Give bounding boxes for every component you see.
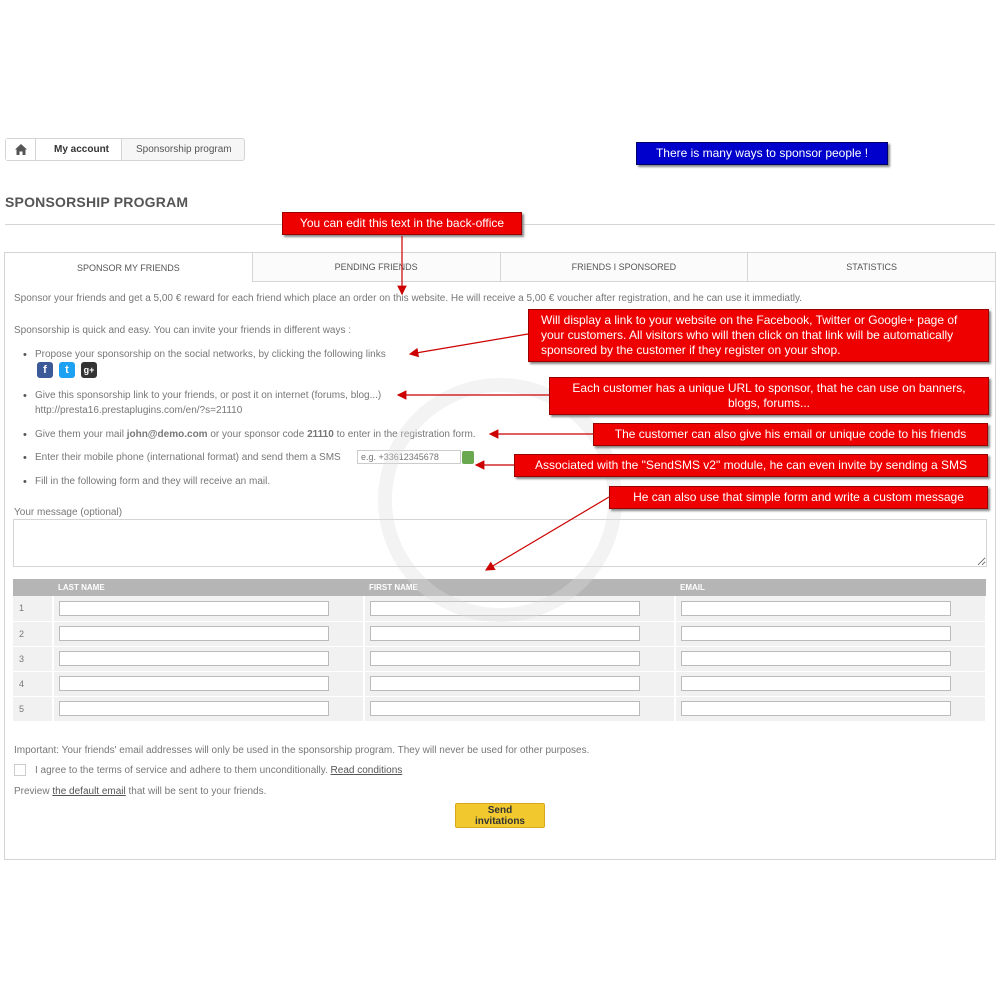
bullet-form: • Fill in the following form and they will receive an mail.	[35, 476, 270, 487]
message-textarea[interactable]	[13, 519, 987, 567]
last-name-input[interactable]	[59, 676, 329, 691]
table-header-last-name: LAST NAME	[53, 579, 364, 596]
mail-suffix: to enter in the registration form.	[336, 429, 476, 440]
tab-pending-friends[interactable]: PENDING FRIENDS	[252, 253, 500, 282]
read-conditions-link[interactable]: Read conditions	[330, 765, 403, 776]
sponsor-url[interactable]: http://presta16.prestaplugins.com/en/?s=21110	[35, 405, 243, 416]
mail-middle: or your sponsor code	[210, 429, 305, 440]
agree-row	[35, 765, 402, 776]
breadcrumb-my-account[interactable]: My account	[36, 139, 122, 160]
agree-checkbox[interactable]	[14, 764, 26, 776]
tab-statistics[interactable]: STATISTICS	[747, 253, 995, 282]
first-name-input[interactable]	[370, 676, 640, 691]
message-label: Your message (optional)	[14, 507, 123, 518]
ways-intro-text: Sponsorship is quick and easy. You can invite your friends in different ways :	[14, 325, 352, 336]
callout-ways: There is many ways to sponsor people !	[636, 142, 888, 165]
page-title: SPONSORSHIP PROGRAM	[5, 194, 995, 225]
bullet-link: • Give this sponsorship link to your friends, or post it on internet (forums, blog...)	[35, 390, 381, 401]
email-input[interactable]	[681, 651, 951, 666]
row-number: 4	[13, 671, 53, 696]
sms-phone-input[interactable]	[357, 450, 461, 464]
tab-sponsor-my-friends[interactable]: SPONSOR MY FRIENDS	[5, 253, 252, 282]
last-name-input[interactable]	[59, 626, 329, 641]
first-name-input[interactable]	[370, 651, 640, 666]
row-number: 3	[13, 646, 53, 671]
callout-sms: Associated with the "SendSMS v2" module, he can even invite by sending a SMS	[514, 454, 988, 477]
important-note: Important: Your friends' email addresses will only be used in the sponsorship program. They will never be used for other purposes.	[14, 745, 590, 756]
preview-suffix: that will be sent to your friends.	[128, 786, 267, 797]
preview-row	[14, 786, 266, 797]
bullet-mail	[35, 429, 476, 440]
table-row	[13, 696, 986, 721]
last-name-input[interactable]	[59, 651, 329, 666]
mail-prefix: Give them your mail	[35, 429, 124, 440]
breadcrumb	[5, 138, 245, 161]
row-number: 1	[13, 596, 53, 621]
first-name-input[interactable]	[370, 701, 640, 716]
breadcrumb-current: Sponsorship program	[136, 144, 232, 155]
table-header-email: EMAIL	[675, 579, 986, 596]
sms-send-icon[interactable]	[462, 451, 474, 464]
email-input[interactable]	[681, 676, 951, 691]
google-plus-icon[interactable]: g+	[81, 362, 97, 378]
last-name-input[interactable]	[59, 701, 329, 716]
email-input[interactable]	[681, 626, 951, 641]
facebook-icon[interactable]: f	[37, 362, 53, 378]
twitter-icon[interactable]: t	[59, 362, 75, 378]
callout-url: Each customer has a unique URL to sponsor, that he can use on banners, blogs, forums...	[549, 377, 989, 415]
send-invitations-button[interactable]: Send invitations	[455, 803, 545, 828]
preview-prefix: Preview	[14, 786, 50, 797]
first-name-input[interactable]	[370, 601, 640, 616]
first-name-input[interactable]	[370, 626, 640, 641]
callout-form: He can also use that simple form and write a custom message	[609, 486, 988, 509]
tab-bar	[5, 253, 995, 282]
callout-social: Will display a link to your website on the Facebook, Twitter or Google+ page of your customers. All visitors who will then click on that link will be automatically sponsored by the customer if they register on your shop.	[528, 309, 989, 362]
last-name-input[interactable]	[59, 601, 329, 616]
intro-text: Sponsor your friends and get a 5,00 € reward for each friend which place an order on this website. He will receive a 5,00 € voucher after registration, and he can use it immediatly.	[14, 293, 803, 304]
tab-friends-i-sponsored[interactable]: FRIENDS I SPONSORED	[500, 253, 748, 282]
table-row	[13, 646, 986, 671]
home-icon	[15, 144, 27, 155]
default-email-link[interactable]: the default email	[52, 786, 126, 797]
row-number: 5	[13, 696, 53, 721]
table-header-num	[13, 579, 53, 596]
email-input[interactable]	[681, 601, 951, 616]
bullet-social: • Propose your sponsorship on the social networks, by clicking the following links	[35, 349, 386, 360]
table-row	[13, 671, 986, 696]
callout-backoffice: You can edit this text in the back-office	[282, 212, 522, 235]
breadcrumb-home[interactable]	[6, 139, 36, 160]
bullet-sms: • Enter their mobile phone (international format) and send them a SMS	[35, 452, 341, 463]
table-row	[13, 596, 986, 621]
agree-text: I agree to the terms of service and adhere to them unconditionally.	[35, 765, 328, 776]
customer-email: john@demo.com	[126, 429, 208, 440]
friends-table	[13, 579, 987, 722]
callout-email: The customer can also give his email or unique code to his friends	[593, 423, 988, 446]
row-number: 2	[13, 621, 53, 646]
table-row	[13, 621, 986, 646]
email-input[interactable]	[681, 701, 951, 716]
table-header-first-name: FIRST NAME	[364, 579, 675, 596]
sponsor-code: 21110	[307, 429, 334, 440]
